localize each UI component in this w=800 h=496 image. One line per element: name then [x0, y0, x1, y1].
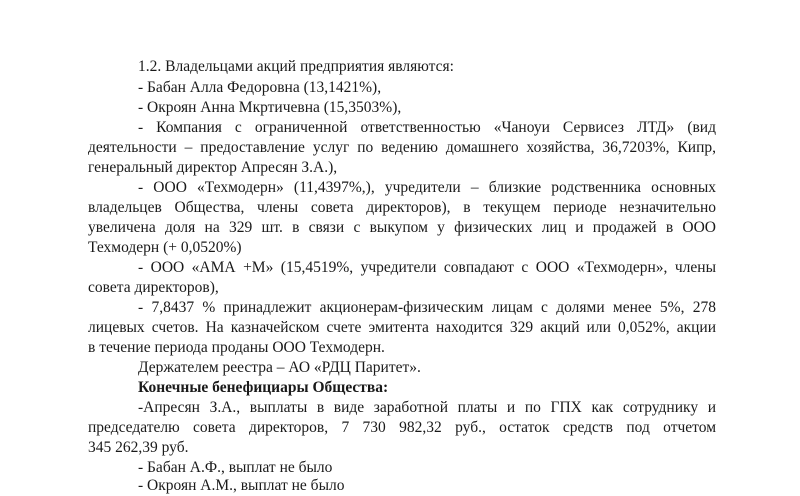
shareholder-line: владельцев Общества, члены совета директоров), в текущем периоде незначительно: [88, 199, 716, 216]
shareholder-line: - Компания с ограниченной ответственностью «Чаноуи Сервисез ЛТД» (вид: [138, 119, 716, 136]
beneficiaries-heading: [138, 378, 388, 398]
beneficiary-line: председателю совета директоров, 7 730 982,32 руб., остаток средств под отчетом: [88, 419, 716, 436]
shareholder-line: в течение периода проданы ООО Техмодерн.: [88, 339, 385, 356]
shareholder-line: - Бабан Алла Федоровна (13,1421%),: [138, 79, 382, 96]
beneficiary-line: 345 262,39 руб.: [88, 439, 189, 456]
shareholder-line: Техмодерн (+ 0,0520%): [88, 239, 242, 256]
registrar-line: Держателем реестра – АО «РДЦ Паритет».: [138, 359, 421, 376]
beneficiary-line: -Апресян З.А., выплаты в виде заработной платы и по ГПХ как сотруднику и: [138, 399, 716, 416]
shareholder-line: - ООО «Техмодерн» (11,4397%,), учредители – близкие родственника основных: [138, 179, 716, 196]
shareholder-line: - 7,8437 % принадлежит акционерам-физическим лицам с долями менее 5%, 278: [138, 299, 716, 316]
beneficiary-line: - Окроян А.М., выплат не было: [138, 477, 345, 494]
shareholder-line: лицевых счетов. На казначейском счете эмитента находится 329 акций или 0,052%, акции: [88, 319, 716, 336]
beneficiaries-heading-text: Конечные бенефициары Общества:: [138, 379, 389, 396]
shareholder-line: увеличена доля на 329 шт. в связи с выкупом у физических лиц и продажей в ООО: [88, 219, 716, 236]
shareholder-line: - Окроян Анна Мкртичевна (15,3503%),: [138, 99, 402, 116]
shareholder-line: совета директоров),: [88, 279, 219, 296]
shareholder-line: - ООО «АМА +М» (15,4519%, учредители совпадают с ООО «Техмодерн», члены: [138, 259, 716, 276]
shareholder-line: деятельности – предоставление услуг по ведению домашнего хозяйства, 36,7203%, Кипр,: [88, 139, 716, 156]
shareholder-line: генеральный директор Апресян З.А.),: [88, 159, 338, 176]
beneficiary-line: - Бабан А.Ф., выплат не было: [138, 459, 333, 476]
shareholders-heading: 1.2. Владельцами акций предприятия являются:: [138, 58, 454, 75]
